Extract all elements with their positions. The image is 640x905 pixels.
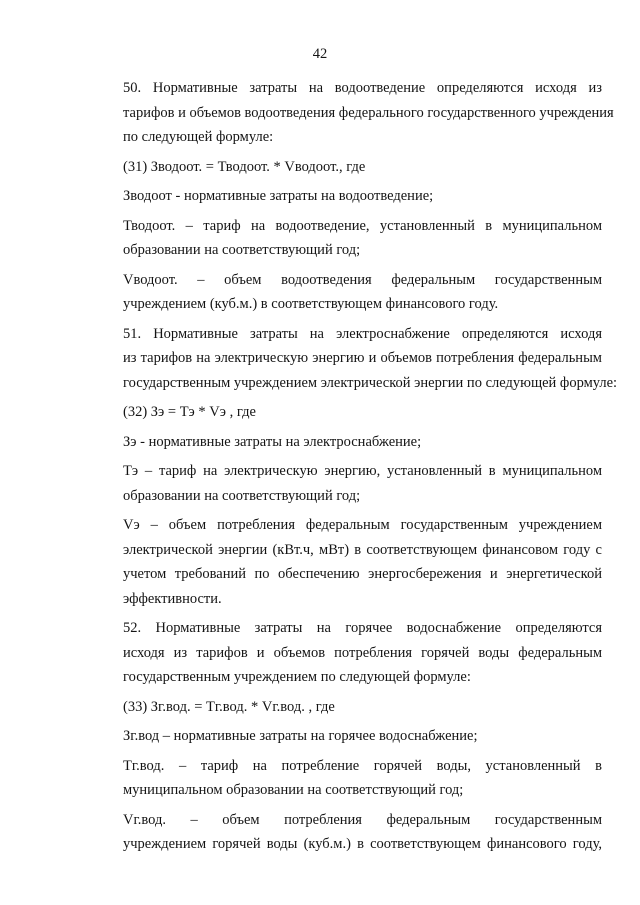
text-line: из тарифов на электрическую энергию и объемов потребления федеральным — [123, 350, 602, 366]
definition-ve — [86, 513, 602, 611]
paragraph-52 — [86, 616, 602, 690]
definition-tvodoot — [86, 214, 602, 263]
text-line: электрической энергии (кВт.ч, мВт) в соответствующем финансовом году с — [123, 541, 602, 558]
text-line: учреждением горячей воды (куб.м.) в соответствующем финансового году, — [123, 836, 602, 852]
definition-zgvod — [86, 724, 602, 749]
text-line: Зводоот - нормативные затраты на водоотведение; — [123, 188, 434, 204]
text-line: государственным учреждением по следующей формуле: — [123, 669, 471, 685]
paragraph-50 — [86, 76, 614, 150]
text-line: Зг.вод – нормативные затраты на горячее водоснабжение; — [123, 728, 478, 744]
text-line: Vэ – объем потребления федеральным государственным учреждением — [123, 517, 602, 533]
text-line: (32) Зэ = Тэ * Vэ , где — [123, 404, 256, 420]
definition-zvodoot — [86, 184, 602, 209]
document-body — [86, 76, 618, 857]
paragraph-51 — [86, 322, 618, 396]
text-line: образовании на соответствующий год; — [123, 242, 361, 258]
text-line: муниципальном образовании на соответствующий год; — [123, 782, 464, 798]
definition-te — [86, 459, 602, 508]
text-line: исходя из тарифов и объемов потребления горячей воды федеральным — [123, 644, 602, 661]
definition-vvodoot — [86, 268, 602, 317]
text-line: Vг.вод. – объем потребления федеральным государственным — [123, 811, 602, 828]
text-line: Тэ – тариф на электрическую энергию, установленный в муниципальном — [123, 463, 602, 479]
text-line: Тг.вод. – тариф на потребление горячей воды, установленный в — [123, 757, 602, 774]
text-line: учреждением (куб.м.) в соответствующем финансового году. — [123, 296, 499, 312]
text-line: по следующей формуле: — [123, 129, 274, 145]
formula-33 — [86, 695, 602, 720]
formula-32 — [86, 400, 602, 425]
text-line: (33) Зг.вод. = Тг.вод. * Vг.вод. , где — [123, 698, 335, 715]
text-line: образовании на соответствующий год; — [123, 487, 361, 504]
text-line: Тводоот. – тариф на водоотведение, установленный в муниципальном — [123, 217, 602, 234]
formula-31 — [86, 155, 602, 180]
text-line: тарифов и объемов водоотведения федерального государственного учреждения — [123, 104, 614, 121]
text-line: (31) Зводоот. = Тводоот. * Vводоот., где — [123, 158, 366, 175]
text-line: учетом требований по обеспечению энергосбережения и энергетической — [123, 566, 602, 582]
text-line: государственным учреждением электрической энергии по следующей формуле: — [123, 374, 618, 391]
definition-tgvod — [86, 754, 602, 803]
text-line: Зэ - нормативные затраты на электроснабжение; — [123, 433, 422, 450]
text-line: эффективности. — [123, 590, 222, 607]
page-number: 42 — [312, 46, 328, 62]
text-line: 52. Нормативные затраты на горячее водоснабжение определяются — [123, 620, 602, 636]
text-line: Vводоот. – объем водоотведения федеральным государственным — [123, 271, 602, 288]
definition-vgvod — [86, 808, 602, 857]
definition-ze — [86, 430, 602, 455]
text-line: 51. Нормативные затраты на электроснабжение определяются исходя — [123, 325, 602, 342]
text-line: 50. Нормативные затраты на водоотведение определяются исходя из — [123, 80, 602, 96]
